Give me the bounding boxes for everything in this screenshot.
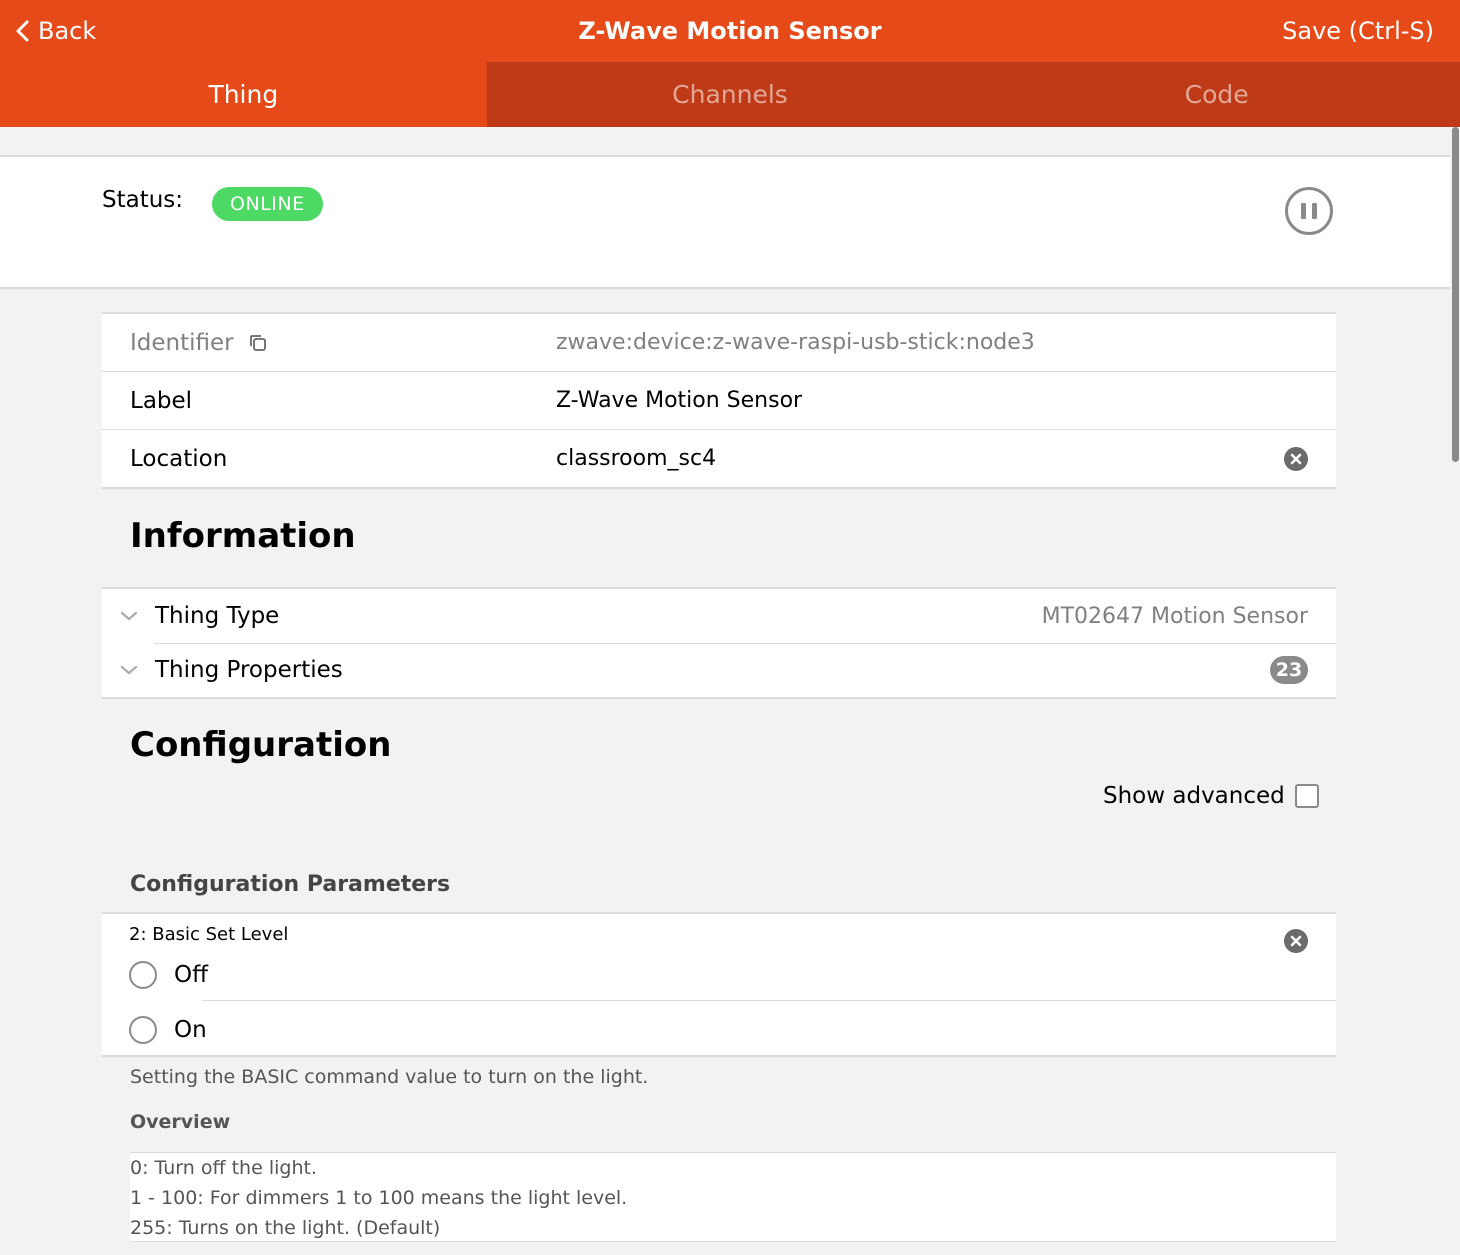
chevron-down-icon bbox=[120, 610, 138, 622]
configuration-parameters-heading: Configuration Parameters bbox=[130, 872, 451, 897]
radio-off-label: Off bbox=[174, 961, 208, 988]
label-label: Label bbox=[130, 387, 193, 414]
show-advanced-checkbox[interactable] bbox=[1295, 784, 1319, 808]
thing-details-list bbox=[102, 312, 1336, 489]
tab-code[interactable]: Code bbox=[1184, 80, 1249, 109]
back-label: Back bbox=[38, 17, 97, 45]
clear-location-icon[interactable] bbox=[1284, 447, 1308, 471]
radio-on-label: On bbox=[174, 1016, 207, 1043]
status-card bbox=[0, 155, 1450, 289]
save-button[interactable]: Save (Ctrl-S) bbox=[1282, 17, 1434, 45]
divider bbox=[202, 1000, 1336, 1001]
tab-thing[interactable]: Thing bbox=[0, 62, 487, 127]
show-advanced-toggle[interactable] bbox=[1103, 783, 1319, 809]
overview-line: 0: Turn off the light. bbox=[130, 1157, 317, 1179]
location-label: Location bbox=[130, 445, 228, 472]
thing-type-row[interactable] bbox=[102, 589, 1336, 643]
param-title: 2: Basic Set Level bbox=[129, 924, 289, 945]
properties-count-badge: 23 bbox=[1270, 656, 1308, 684]
scrollbar[interactable] bbox=[1450, 127, 1460, 1255]
radio-option-off[interactable] bbox=[102, 947, 1336, 1002]
pause-icon[interactable] bbox=[1285, 187, 1333, 235]
basic-set-level-param bbox=[102, 912, 1336, 1057]
copy-icon[interactable] bbox=[248, 333, 268, 353]
configuration-heading: Configuration bbox=[130, 725, 392, 765]
identifier-label: Identifier bbox=[130, 329, 234, 356]
tab-bar bbox=[0, 62, 1460, 127]
back-button[interactable] bbox=[14, 14, 96, 48]
information-list bbox=[102, 587, 1336, 699]
chevron-down-icon bbox=[120, 664, 138, 676]
param-description: Setting the BASIC command value to turn on the light. bbox=[130, 1066, 649, 1088]
thing-properties-label: Thing Properties bbox=[155, 657, 343, 683]
radio-on[interactable] bbox=[129, 1016, 157, 1044]
overview-heading: Overview bbox=[130, 1111, 231, 1133]
label-input[interactable]: Z-Wave Motion Sensor bbox=[556, 388, 803, 413]
show-advanced-label: Show advanced bbox=[1103, 783, 1285, 809]
radio-off[interactable] bbox=[129, 961, 157, 989]
location-input[interactable]: classroom_sc4 bbox=[556, 446, 717, 471]
chevron-left-icon bbox=[14, 19, 30, 43]
label-row bbox=[102, 372, 1336, 430]
identifier-row bbox=[102, 314, 1336, 372]
navbar bbox=[0, 0, 1460, 62]
thing-properties-row[interactable] bbox=[102, 643, 1336, 697]
overview-text bbox=[130, 1152, 1336, 1242]
overview-line: 255: Turns on the light. (Default) bbox=[130, 1217, 441, 1239]
radio-option-on[interactable] bbox=[102, 1002, 1336, 1057]
status-badge: ONLINE bbox=[212, 187, 323, 221]
information-heading: Information bbox=[130, 516, 356, 556]
thing-type-label: Thing Type bbox=[155, 603, 280, 629]
status-label: Status: bbox=[102, 187, 184, 213]
identifier-value: zwave:device:z-wave-raspi-usb-stick:node3 bbox=[556, 330, 1035, 355]
tab-channels[interactable]: Channels bbox=[672, 80, 788, 109]
page-title: Z-Wave Motion Sensor bbox=[578, 17, 882, 45]
overview-line: 1 - 100: For dimmers 1 to 100 means the light level. bbox=[130, 1187, 628, 1209]
thing-type-value: MT02647 Motion Sensor bbox=[1041, 603, 1308, 629]
scrollbar-thumb[interactable] bbox=[1452, 127, 1459, 462]
location-row bbox=[102, 430, 1336, 487]
